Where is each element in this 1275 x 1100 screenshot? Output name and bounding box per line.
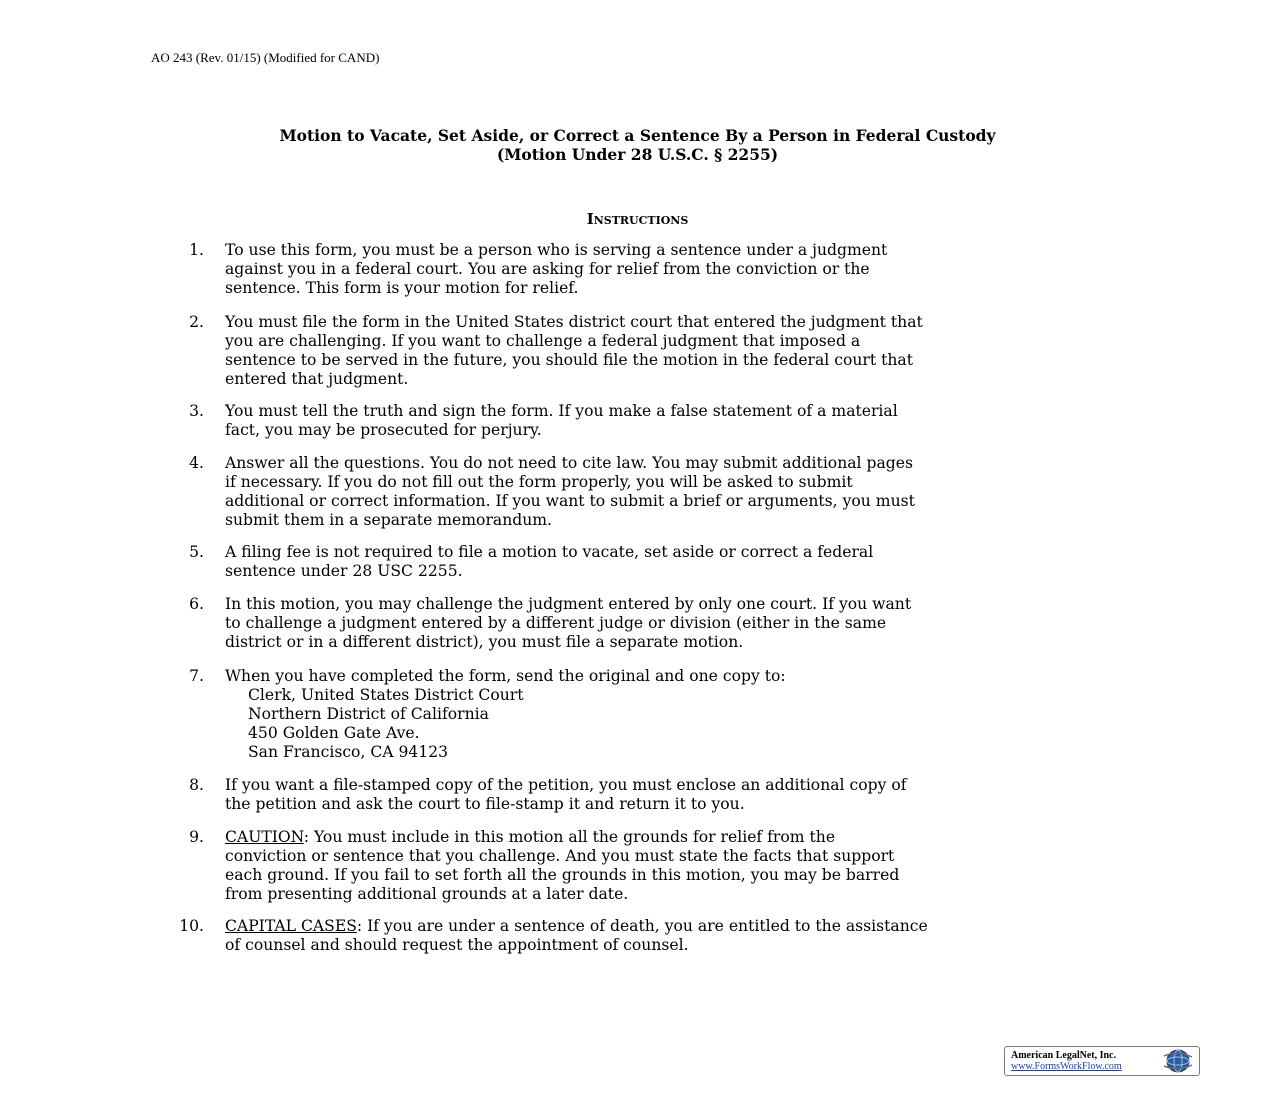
item-number: 1. — [189, 241, 204, 259]
item-number: 10. — [179, 917, 204, 935]
publisher-badge[interactable] — [1004, 1046, 1200, 1076]
item-number: 3. — [189, 402, 204, 420]
item-text — [225, 241, 1130, 298]
document-title — [0, 126, 1275, 164]
item-lead-label: CAPITAL CASES — [225, 917, 357, 935]
item-line: from presenting additional grounds at a later date. — [225, 885, 629, 903]
item-line: additional or correct information. If you want to submit a brief or arguments, you must — [225, 492, 915, 510]
item-line: If you want a file-stamped copy of the petition, you must enclose an additional copy of — [225, 776, 907, 794]
address-line: Clerk, United States District Court — [248, 686, 524, 704]
item-line-rest: : If you are under a sentence of death, you are entitled to the assistance — [356, 917, 928, 935]
item-number: 8. — [189, 776, 204, 794]
item-text — [225, 454, 1130, 530]
item-text — [225, 402, 1130, 440]
item-text — [225, 667, 1130, 762]
item-line: you are challenging. If you want to challenge a federal judgment that imposed a — [225, 332, 861, 350]
item-number: 9. — [189, 828, 204, 846]
address-line: San Francisco, CA 94123 — [248, 743, 449, 761]
title-line-1: Motion to Vacate, Set Aside, or Correct a Sentence By a Person in Federal Custody — [279, 126, 996, 145]
item-line: if necessary. If you do not fill out the form properly, you will be asked to submit — [225, 473, 853, 491]
item-number: 5. — [189, 543, 204, 561]
item-line: When you have completed the form, send the original and one copy to: — [225, 667, 786, 685]
item-line: sentence. This form is your motion for relief. — [225, 279, 579, 297]
item-line-rest: : You must include in this motion all the grounds for relief from the — [303, 828, 836, 846]
globe-logo-icon — [1160, 1048, 1196, 1079]
item-lead-label: CAUTION — [225, 828, 304, 846]
item-line: submit them in a separate memorandum. — [225, 511, 553, 529]
item-line: In this motion, you may challenge the judgment entered by only one court. If you want — [225, 595, 912, 613]
item-line: Answer all the questions. You do not need to cite law. You may submit additional pages — [225, 454, 913, 472]
item-line — [225, 828, 1130, 847]
item-line: sentence to be served in the future, you should file the motion in the federal court that — [225, 351, 913, 369]
address-line: 450 Golden Gate Ave. — [248, 724, 420, 742]
item-number: 2. — [189, 313, 204, 331]
item-line: To use this form, you must be a person who is serving a sentence under a judgment — [225, 241, 888, 259]
form-identifier: AO 243 (Rev. 01/15) (Modified for CAND) — [151, 50, 380, 65]
publisher-website-link[interactable]: www.FormsWorkFlow.com — [1011, 1061, 1122, 1072]
item-line: district or in a different district), you must file a separate motion. — [225, 633, 744, 651]
instructions-heading: Instructions — [586, 210, 689, 228]
item-line: sentence under 28 USC 2255. — [225, 562, 463, 580]
item-line: You must file the form in the United States district court that entered the judgment that — [225, 313, 923, 331]
item-line: each ground. If you fail to set forth all the grounds in this motion, you may be barred — [225, 866, 900, 884]
title-line-2: (Motion Under 28 U.S.C. § 2255) — [496, 145, 779, 164]
item-line: You must tell the truth and sign the form. If you make a false statement of a material — [225, 402, 898, 420]
item-text — [225, 776, 1130, 814]
item-line: of counsel and should request the appointment of counsel. — [225, 936, 689, 954]
item-line: entered that judgment. — [225, 370, 409, 388]
item-text — [225, 543, 1130, 581]
item-number: 6. — [189, 595, 204, 613]
item-line: to challenge a judgment entered by a different judge or division (either in the same — [225, 614, 887, 632]
item-line: A filing fee is not required to file a motion to vacate, set aside or correct a federal — [225, 543, 874, 561]
publisher-name: American LegalNet, Inc. — [1011, 1050, 1116, 1061]
item-line: the petition and ask the court to file-stamp it and return it to you. — [225, 795, 745, 813]
item-number: 7. — [189, 667, 204, 685]
address-line: Northern District of California — [248, 705, 489, 723]
item-line — [225, 917, 1130, 936]
item-line: against you in a federal court. You are asking for relief from the conviction or the — [225, 260, 870, 278]
item-text — [225, 917, 1130, 955]
item-line: conviction or sentence that you challenge. And you must state the facts that support — [225, 847, 895, 865]
item-number: 4. — [189, 454, 204, 472]
item-text — [225, 595, 1130, 652]
item-text — [225, 828, 1130, 904]
item-text — [225, 313, 1130, 389]
item-line: fact, you may be prosecuted for perjury. — [225, 421, 542, 439]
